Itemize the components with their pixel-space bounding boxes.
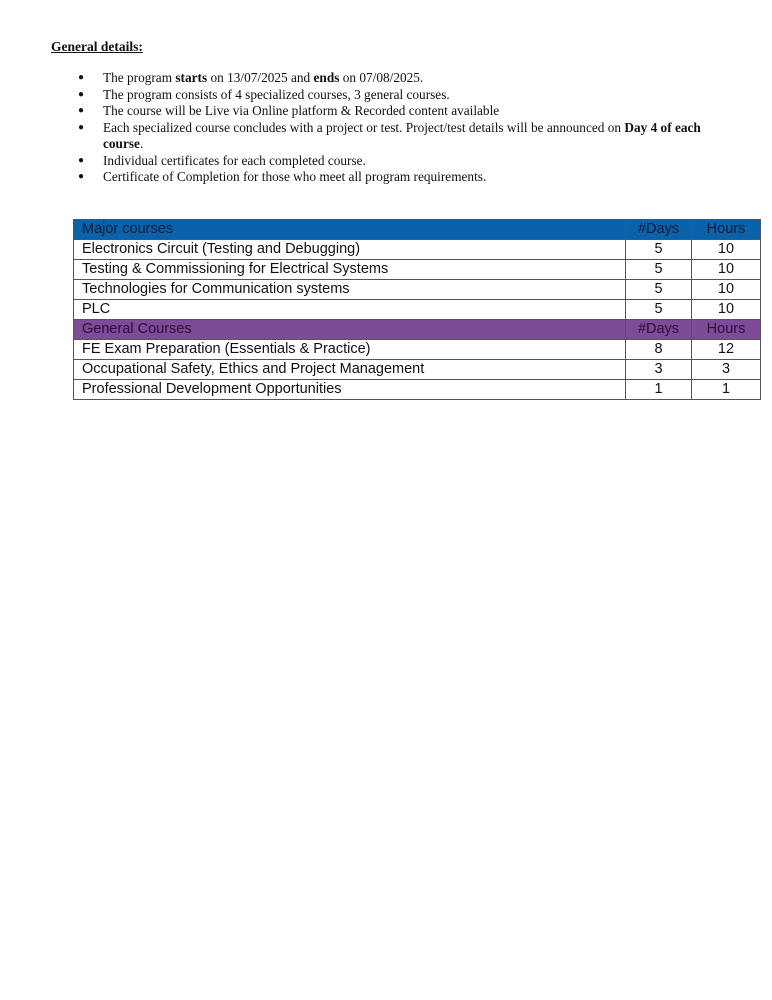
course-hours: 10 <box>692 240 761 260</box>
course-days: 5 <box>626 280 692 300</box>
text: on 13/07/2025 and <box>207 70 314 85</box>
general-header-label: General Courses <box>74 320 626 340</box>
course-name: Technologies for Communication systems <box>74 280 626 300</box>
courses-table <box>73 219 761 400</box>
bullet-certificates: ● Individual certificates for each completed course. <box>78 153 738 170</box>
major-header-days: #Days <box>626 220 692 240</box>
bullet-delivery: ● The course will be Live via Online platform & Recorded content available <box>78 103 738 120</box>
course-name: PLC <box>74 300 626 320</box>
course-hours: 10 <box>692 260 761 280</box>
starts-label: starts <box>175 70 208 85</box>
bullet-project <box>78 120 738 153</box>
course-days: 5 <box>626 300 692 320</box>
course-hours: 3 <box>692 360 761 380</box>
text: Each specialized course concludes with a project or test. Project/test details will be announced on <box>103 119 625 135</box>
bullet-courses: ● The program consists of 4 specialized courses, 3 general courses. <box>78 87 738 104</box>
table-row <box>74 280 761 300</box>
course-days: 5 <box>626 260 692 280</box>
table-row <box>74 360 761 380</box>
table-row <box>74 240 761 260</box>
text: on 07/08/2025. <box>339 70 424 85</box>
general-header-row <box>74 320 761 340</box>
major-header-hours: Hours <box>692 220 761 240</box>
general-header-days: #Days <box>626 320 692 340</box>
bullet-completion: ● Certificate of Completion for those who meet all program requirements. <box>78 169 738 186</box>
text: . <box>139 136 144 151</box>
course-name: Occupational Safety, Ethics and Project Management <box>74 360 626 380</box>
course-days: 8 <box>626 340 692 360</box>
major-header-label: Major courses <box>74 220 626 240</box>
bullet-dates <box>78 70 738 87</box>
course-name: FE Exam Preparation (Essentials & Practice) <box>74 340 626 360</box>
course-hours: 10 <box>692 280 761 300</box>
ends-label: ends <box>313 70 340 85</box>
section-heading: General details: <box>51 39 143 54</box>
course-name: Electronics Circuit (Testing and Debugging) <box>74 240 626 260</box>
course-name: Testing & Commissioning for Electrical Systems <box>74 260 626 280</box>
details-list <box>78 70 738 186</box>
course-days: 3 <box>626 360 692 380</box>
course-hours: 10 <box>692 300 761 320</box>
course-days: 5 <box>626 240 692 260</box>
table-row <box>74 380 761 400</box>
text: The program <box>103 70 176 85</box>
day4-label: Day 4 of each course <box>103 119 701 151</box>
course-hours: 12 <box>692 340 761 360</box>
major-header-row <box>74 220 761 240</box>
table-row <box>74 340 761 360</box>
general-header-hours: Hours <box>692 320 761 340</box>
table-row <box>74 260 761 280</box>
course-hours: 1 <box>692 380 761 400</box>
course-name: Professional Development Opportunities <box>74 380 626 400</box>
table-row <box>74 300 761 320</box>
course-days: 1 <box>626 380 692 400</box>
